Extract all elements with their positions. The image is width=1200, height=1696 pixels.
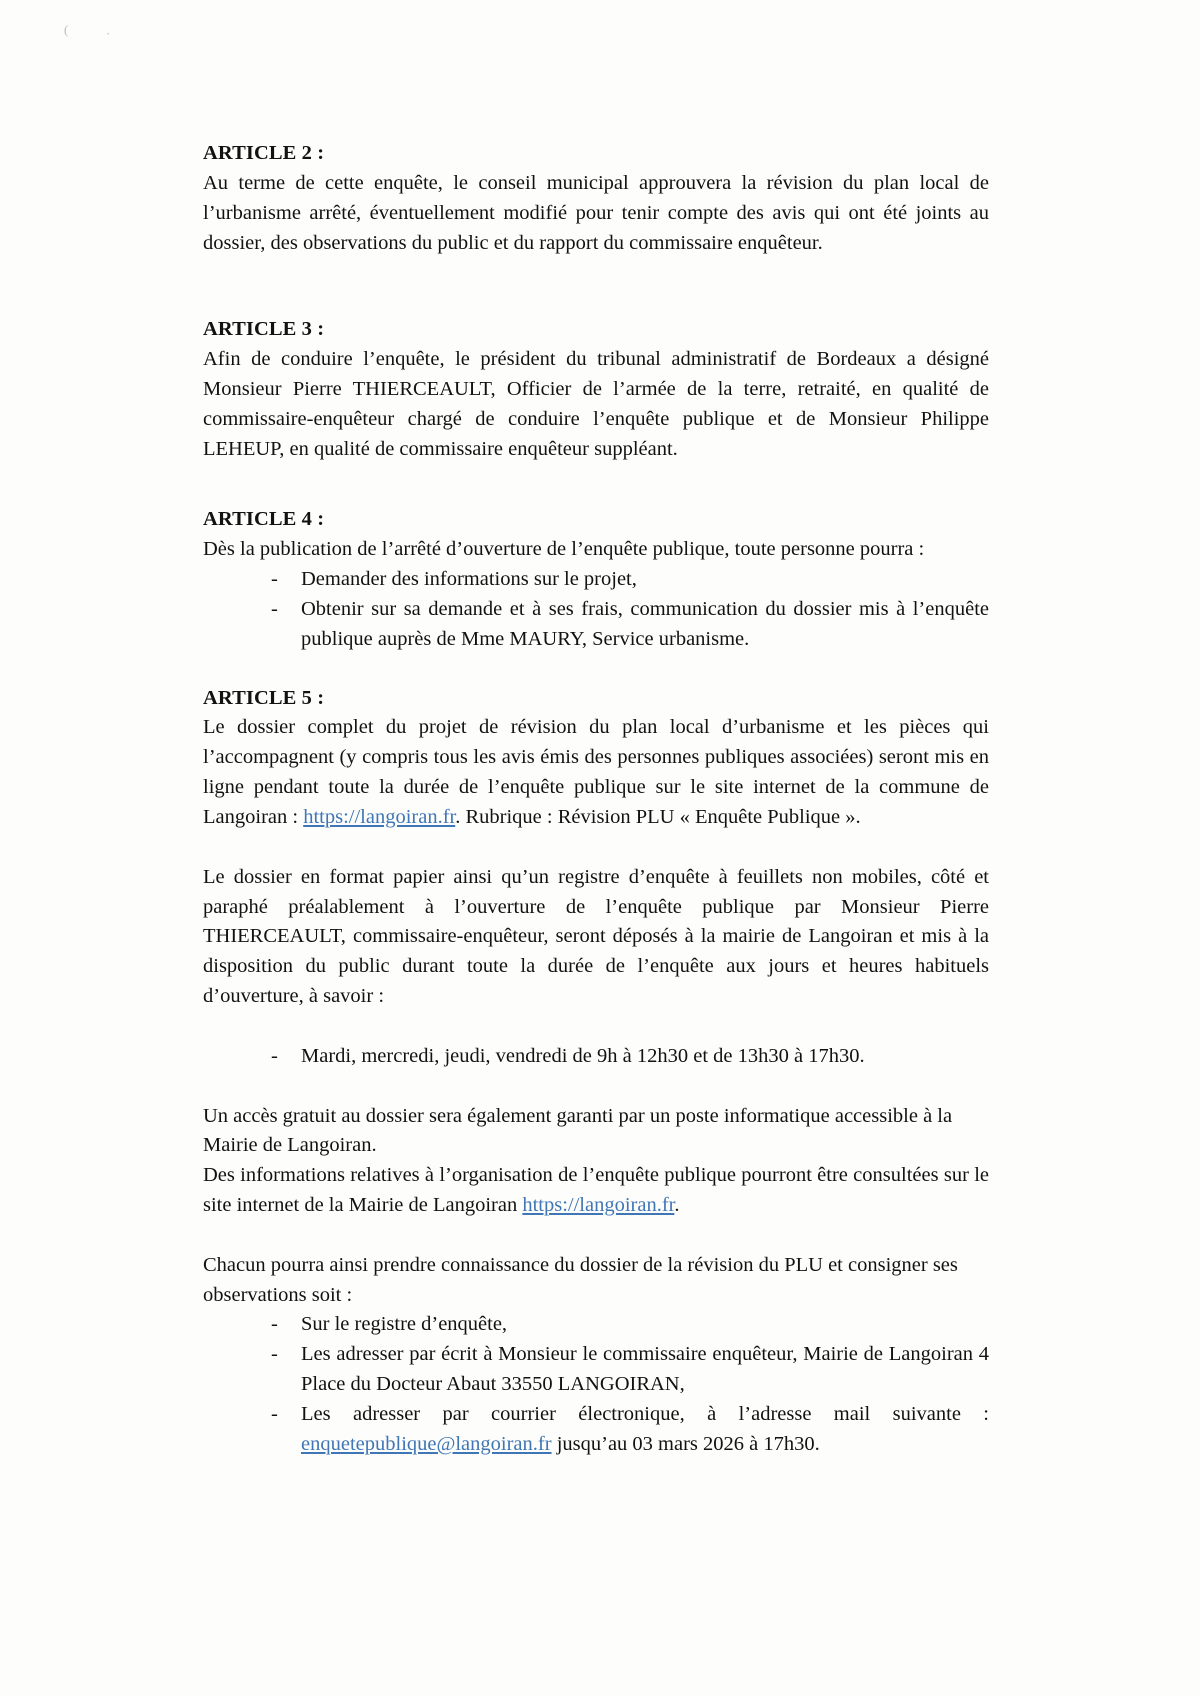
article-5-heading: ARTICLE 5 : bbox=[203, 686, 325, 709]
spacer bbox=[203, 1221, 989, 1251]
scan-artifact-mark: · bbox=[106, 26, 111, 41]
spacer bbox=[203, 464, 989, 506]
list-item-text-after-link: jusqu’au 03 mars 2026 à 17h30. bbox=[551, 1432, 820, 1455]
article-5-paragraph-free-access: Un accès gratuit au dossier sera également garanti par un poste informatique accessible à la Mairie de Langoiran. bbox=[203, 1104, 953, 1157]
spacer bbox=[203, 258, 989, 316]
paragraph-text-before-link: Des informations relatives à l’organisation de l’enquête publique pourront être consultées sur le site internet de la Mairie de Langoiran bbox=[203, 1164, 989, 1216]
schedule-label: Mardi, mercredi, jeudi, vendredi de 9h à 12h30 et de 13h30 à 17h30. bbox=[301, 1044, 865, 1067]
dash-bullet-icon: - bbox=[271, 1313, 278, 1336]
article-5-observations-list bbox=[203, 1310, 989, 1459]
list-item-label: Les adresser par écrit à Monsieur le commissaire enquêteur, Mairie de Langoiran 4 Place du Docteur Abaut 33550 LANGOIRAN, bbox=[301, 1343, 989, 1396]
dash-bullet-icon: - bbox=[271, 1044, 278, 1067]
list-item bbox=[203, 1340, 989, 1400]
article-4-section bbox=[203, 506, 989, 654]
list-item-label: Obtenir sur sa demande et à ses frais, communication du dossier mis à l’enquête publique auprès de Mme MAURY, Service urbanisme. bbox=[301, 597, 989, 650]
article-5-schedule-list bbox=[203, 1042, 989, 1072]
article-2-section bbox=[203, 140, 989, 258]
article-5-paragraph-info-online bbox=[203, 1161, 989, 1221]
list-item-text-before-link: Les adresser par courrier électronique, à l’adresse mail suivante : bbox=[301, 1402, 989, 1425]
dash-bullet-icon: - bbox=[271, 1343, 278, 1366]
paragraph-text-after-link: . Rubrique : Révision PLU « Enquête Publique ». bbox=[455, 805, 861, 828]
list-item-label bbox=[301, 1403, 989, 1455]
spacer bbox=[203, 1072, 989, 1102]
list-item bbox=[203, 1400, 989, 1460]
article-4-list bbox=[203, 565, 989, 654]
spacer bbox=[203, 1012, 989, 1042]
paragraph-text-before-link: Le dossier complet du projet de révision du plan local d’urbanisme et les pièces qui l’accompagnent (y compris tous les avis émis des personnes publiques associées) seront mis en ligne pendant toute la durée de l’enquête publique sur le site internet de la commune de Langoiran : bbox=[203, 716, 989, 828]
spacer bbox=[203, 655, 989, 685]
article-5-paragraph-online-file bbox=[203, 713, 989, 832]
article-2-heading: ARTICLE 2 : bbox=[203, 142, 325, 164]
article-5-paragraph-observations-intro: Chacun pourra ainsi prendre connaissance du dossier de la révision du PLU et consigner ses observations soit : bbox=[203, 1253, 958, 1306]
article-5-section bbox=[203, 685, 989, 1460]
dash-bullet-icon: - bbox=[271, 1402, 278, 1425]
list-item-label: Demander des informations sur le projet, bbox=[301, 568, 637, 591]
article-4-intro: Dès la publication de l’arrêté d’ouverture de l’enquête publique, toute personne pourra : bbox=[203, 538, 925, 561]
spacer bbox=[203, 833, 989, 863]
list-item bbox=[203, 565, 989, 595]
paragraph-text-after-link: . bbox=[674, 1194, 680, 1216]
list-item-label: Sur le registre d’enquête, bbox=[301, 1313, 508, 1336]
list-item bbox=[203, 595, 989, 655]
article-4-heading: ARTICLE 4 : bbox=[203, 508, 325, 531]
list-item bbox=[203, 1310, 989, 1340]
article-3-section bbox=[203, 316, 989, 464]
langoiran-website-link[interactable]: https://langoiran.fr bbox=[303, 805, 456, 828]
document-body bbox=[203, 140, 989, 1460]
dash-bullet-icon: - bbox=[271, 597, 278, 620]
article-5-paragraph-paper-file: Le dossier en format papier ainsi qu’un registre d’enquête à feuillets non mobiles, côté et paraphé préalablement à l’ouverture de l’enquête publique par Monsieur Pierre THIERCEAULT, commissaire-enquêteur, seront déposés à la mairie de Langoiran et mis à la disposition du public durant toute la durée de l’enquête aux jours et heures habituels d’ouverture, à savoir : bbox=[203, 865, 989, 1007]
article-3-paragraph: Afin de conduire l’enquête, le président du tribunal administratif de Bordeaux a désigné Monsieur Pierre THIERCEAULT, Officier de l’armée de la terre, retraité, en qualité de commissaire-enquêteur chargé de conduire l’enquête publique et de Monsieur Philippe LEHEUP, en qualité de commissaire enquêteur suppléant. bbox=[203, 348, 989, 460]
enquete-publique-email-link[interactable]: enquetepublique@langoiran.fr bbox=[301, 1432, 552, 1455]
article-3-heading: ARTICLE 3 : bbox=[203, 318, 325, 341]
list-item bbox=[203, 1042, 989, 1072]
dash-bullet-icon: - bbox=[271, 568, 278, 591]
mairie-website-link[interactable]: https://langoiran.fr bbox=[522, 1194, 675, 1216]
article-2-paragraph: Au terme de cette enquête, le conseil municipal approuvera la révision du plan local de l’urbanisme arrêté, éventuellement modifié pour tenir compte des avis qui ont été joints au dossier, des observations du public et du rapport du commissaire enquêteur. bbox=[203, 171, 989, 254]
scan-artifact-mark: ( bbox=[64, 22, 69, 37]
